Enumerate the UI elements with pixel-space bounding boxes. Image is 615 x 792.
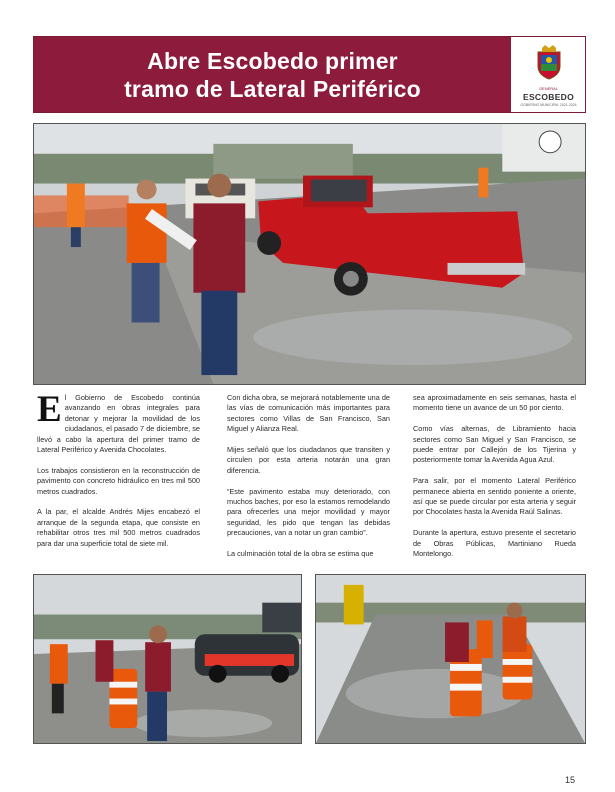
logo-name: ESCOBEDO — [522, 92, 575, 102]
main-photo — [33, 123, 586, 385]
paragraph-2: Los trabajos consistieron en la reconstrucción de pavimento con concreto hidráulico en tres mil 500 metros cuadrados. — [37, 465, 200, 496]
paragraph-6: “Este pavimento estaba muy deteriorado, con muchos baches, por eso la estamos remodelando para ofrecerles una mejor movilidad y mayor seguridad, les pido que tengan las debidas precauciones, van a notar un gran cambio”. — [227, 486, 390, 538]
paragraph-10: Para salir, por el momento Lateral Periférico permanece abierta en sentido poniente a oriente, así que se puede circular por esta arteria y seguir por Chocolates hasta la Avenida Raúl Salinas. — [413, 476, 576, 517]
bottom-left-photo — [33, 574, 302, 744]
municipal-crest-icon — [534, 44, 564, 80]
paragraph-11: Durante la apertura, estuvo presente el secretario de Obras Públicas, Martiniano Rueda Montelongo. — [413, 528, 576, 559]
article-column-2 — [227, 393, 390, 570]
paragraph-5: Mijes señaló que los ciudadanos que transiten y circulen por esta arteria notarán una gran diferencia. — [227, 445, 390, 475]
article-column-3 — [413, 393, 576, 570]
paragraph-8: sea aproximadamente en seis semanas, hasta el momento tiene un avance de un 50 por ciento. — [413, 393, 576, 413]
page-number: 15 — [565, 775, 576, 785]
paragraph-9: Como vías alternas, de Libramiento hacia sectores como San Miguel y San Francisco, se puede entrar por Callejón de los Tijerina y posteriormente tomar la Avenida Agua Azul. — [413, 424, 576, 465]
logo-subtitle: GOBIERNO MUNICIPAL 2021-2024 — [520, 103, 577, 107]
logo-general-label: GENERAL — [538, 86, 559, 91]
bottom-right-photo — [315, 574, 586, 744]
paragraph-1: l Gobierno de Escobedo continúa avanzando en obras integrales para detonar y mejorar la movilidad de los ciudadanos, el pasado 7 de diciembre, se llevó a cabo la apertura del primer tramo de Lateral Periférico y Avenida Chocolates. — [37, 393, 200, 455]
drop-cap: E — [37, 389, 62, 430]
paragraph-7: La culminación total de la obra se estima que — [227, 549, 374, 559]
title-line-2: tramo de Lateral Periférico — [124, 75, 421, 102]
title-line-1: Abre Escobedo primer — [147, 47, 398, 74]
title-band — [34, 37, 511, 112]
article-header — [33, 36, 586, 113]
article-column-1 — [37, 389, 200, 559]
paragraph-4: Con dicha obra, se mejorará notablemente una de las vías de comunicación más importantes para sectores como Villas de San Francisco, San Miguel y Alianza Real. — [227, 393, 390, 434]
paragraph-3: A la par, el alcalde Andrés Mijes encabezó el arranque de la segunda etapa, que consiste en rehabilitar otros tres mil 500 metros cuadrados para dar una superficie total de siete mil. — [37, 507, 200, 548]
escobedo-logo — [512, 37, 585, 112]
